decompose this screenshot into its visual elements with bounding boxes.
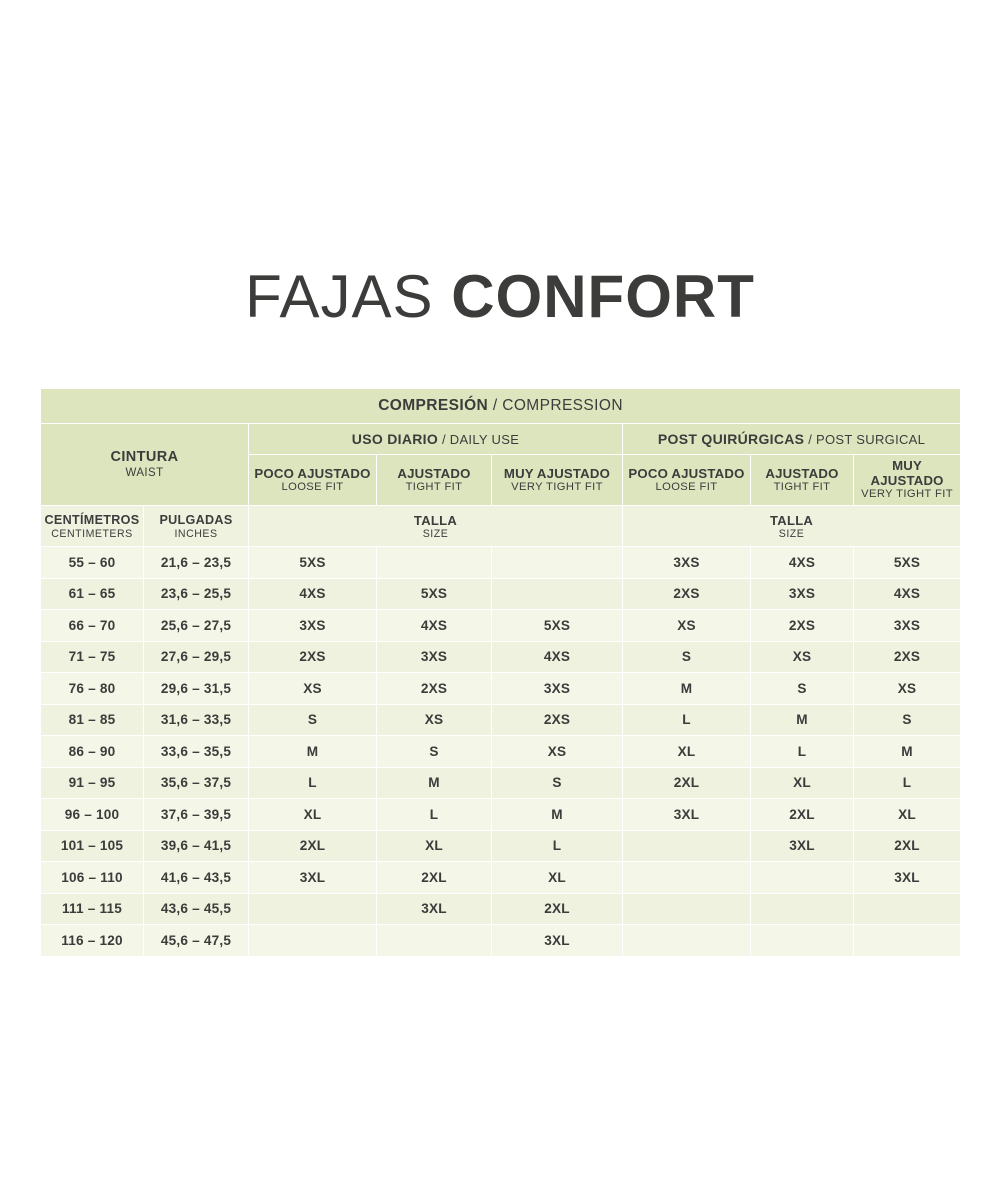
row-size-post-tight: XS (751, 641, 854, 673)
fit-post-loose-en: LOOSE FIT (655, 480, 718, 493)
fit-daily-very-tight-en: VERY TIGHT FIT (511, 480, 603, 493)
row-in: 27,6 – 29,5 (144, 641, 249, 673)
fit-post-very-tight-en: VERY TIGHT FIT (861, 488, 953, 500)
row-size-post-loose: XL (623, 736, 751, 768)
row-size-post-loose: M (623, 673, 751, 705)
group-header-daily-use (249, 424, 623, 455)
row-size-post-tight: XL (751, 767, 854, 799)
row-size-post-very-tight: L (854, 767, 961, 799)
row-in: 31,6 – 33,5 (144, 704, 249, 736)
row-size-post-loose: 3XL (623, 799, 751, 831)
row-cm: 106 – 110 (41, 862, 144, 894)
size-chart-table (40, 388, 961, 957)
row-cm: 81 – 85 (41, 704, 144, 736)
row-cm: 66 – 70 (41, 610, 144, 642)
group-header-row (41, 424, 961, 455)
table-row (41, 830, 961, 862)
table-row (41, 547, 961, 579)
row-size-post-loose: L (623, 704, 751, 736)
row-size-post-tight: M (751, 704, 854, 736)
row-size-daily-loose: S (249, 704, 377, 736)
row-in: 39,6 – 41,5 (144, 830, 249, 862)
row-size-daily-tight: 3XL (377, 893, 492, 925)
compression-label-en: / COMPRESSION (488, 397, 623, 414)
row-size-post-tight: 3XS (751, 578, 854, 610)
row-size-post-tight: S (751, 673, 854, 705)
row-size-daily-very-tight: L (492, 830, 623, 862)
row-size-post-tight (751, 925, 854, 957)
waist-label-es: CINTURA (110, 449, 179, 465)
row-size-daily-loose (249, 925, 377, 957)
group-post-en: / POST SURGICAL (804, 432, 926, 447)
row-size-daily-loose: 3XS (249, 610, 377, 642)
fit-post-loose-es: POCO AJUSTADO (628, 465, 745, 481)
row-size-post-tight: 2XS (751, 610, 854, 642)
row-size-daily-very-tight: 2XL (492, 893, 623, 925)
row-size-post-very-tight (854, 925, 961, 957)
table-row (41, 704, 961, 736)
compression-label-es: COMPRESIÓN (378, 397, 489, 414)
row-size-post-loose: 2XL (623, 767, 751, 799)
fit-header-post-loose (623, 455, 751, 506)
row-size-post-loose (623, 893, 751, 925)
table-row (41, 610, 961, 642)
size-header-post (623, 506, 961, 547)
row-size-daily-very-tight: XS (492, 736, 623, 768)
row-size-post-tight: 3XL (751, 830, 854, 862)
row-size-daily-loose: 3XL (249, 862, 377, 894)
fit-header-daily-very-tight (492, 455, 623, 506)
row-size-post-loose: S (623, 641, 751, 673)
row-size-post-very-tight: 5XS (854, 547, 961, 579)
row-size-post-loose (623, 862, 751, 894)
row-size-post-very-tight: XS (854, 673, 961, 705)
row-in: 33,6 – 35,5 (144, 736, 249, 768)
row-size-daily-very-tight: 3XS (492, 673, 623, 705)
row-size-daily-loose: L (249, 767, 377, 799)
row-size-post-tight: L (751, 736, 854, 768)
row-size-post-loose: 3XS (623, 547, 751, 579)
size-chart-table-wrapper (40, 388, 960, 957)
row-cm: 55 – 60 (41, 547, 144, 579)
row-size-daily-tight (377, 547, 492, 579)
fit-daily-loose-es: POCO AJUSTADO (254, 465, 371, 481)
fit-post-tight-en: TIGHT FIT (773, 480, 831, 493)
row-size-daily-loose (249, 893, 377, 925)
row-size-daily-loose: 5XS (249, 547, 377, 579)
page-title-part2: CONFORT (451, 263, 755, 330)
row-in: 21,6 – 23,5 (144, 547, 249, 579)
size-label-post-en: SIZE (778, 527, 805, 540)
row-size-daily-tight: 5XS (377, 578, 492, 610)
unit-cm-en: CENTIMETERS (51, 527, 133, 540)
size-label-post-es: TALLA (769, 512, 814, 528)
fit-daily-tight-en: TIGHT FIT (405, 480, 463, 493)
row-size-daily-very-tight: 2XS (492, 704, 623, 736)
row-in: 37,6 – 39,5 (144, 799, 249, 831)
fit-header-daily-loose (249, 455, 377, 506)
page-title (0, 262, 1000, 331)
table-row (41, 893, 961, 925)
row-size-daily-very-tight: 5XS (492, 610, 623, 642)
row-size-post-tight (751, 862, 854, 894)
row-size-daily-very-tight (492, 547, 623, 579)
row-in: 43,6 – 45,5 (144, 893, 249, 925)
units-row (41, 506, 961, 547)
unit-cm-es: CENTÍMETROS (44, 512, 140, 527)
table-row (41, 925, 961, 957)
row-cm: 71 – 75 (41, 641, 144, 673)
unit-in-es: PULGADAS (159, 512, 233, 527)
fit-post-very-tight-es: MUY AJUSTADO (870, 458, 944, 488)
row-size-daily-tight: M (377, 767, 492, 799)
row-size-daily-tight: 3XS (377, 641, 492, 673)
row-size-daily-tight: 4XS (377, 610, 492, 642)
row-size-post-loose: 2XS (623, 578, 751, 610)
group-daily-es: USO DIARIO (351, 431, 439, 447)
row-size-daily-loose: 4XS (249, 578, 377, 610)
table-row (41, 673, 961, 705)
fit-header-daily-tight (377, 455, 492, 506)
group-daily-en: / DAILY USE (438, 432, 520, 447)
row-size-post-very-tight: M (854, 736, 961, 768)
row-size-post-tight: 4XS (751, 547, 854, 579)
fit-header-post-very-tight (854, 455, 961, 506)
row-cm: 91 – 95 (41, 767, 144, 799)
size-label-daily-en: SIZE (422, 527, 449, 540)
compression-header-row (41, 389, 961, 424)
size-label-daily-es: TALLA (413, 512, 458, 528)
row-size-post-very-tight: S (854, 704, 961, 736)
row-size-daily-tight: S (377, 736, 492, 768)
row-size-daily-loose: M (249, 736, 377, 768)
table-row (41, 862, 961, 894)
row-size-daily-very-tight: XL (492, 862, 623, 894)
row-size-post-very-tight: 3XS (854, 610, 961, 642)
row-size-daily-tight: 2XS (377, 673, 492, 705)
row-size-daily-loose: 2XL (249, 830, 377, 862)
row-size-daily-tight: L (377, 799, 492, 831)
row-in: 23,6 – 25,5 (144, 578, 249, 610)
row-size-post-very-tight: 3XL (854, 862, 961, 894)
row-size-post-loose (623, 925, 751, 957)
row-cm: 101 – 105 (41, 830, 144, 862)
page-title-part1: FAJAS (245, 263, 452, 330)
row-size-post-tight (751, 893, 854, 925)
row-size-post-very-tight (854, 893, 961, 925)
row-in: 25,6 – 27,5 (144, 610, 249, 642)
compression-header-cell (41, 389, 961, 424)
row-size-daily-very-tight: M (492, 799, 623, 831)
unit-in-en: INCHES (174, 527, 218, 540)
row-size-daily-loose: XL (249, 799, 377, 831)
row-size-post-loose: XS (623, 610, 751, 642)
row-size-daily-very-tight: 3XL (492, 925, 623, 957)
row-size-post-very-tight: 2XS (854, 641, 961, 673)
group-header-post-surgical (623, 424, 961, 455)
table-row (41, 736, 961, 768)
row-cm: 116 – 120 (41, 925, 144, 957)
size-header-daily (249, 506, 623, 547)
row-cm: 61 – 65 (41, 578, 144, 610)
fit-daily-loose-en: LOOSE FIT (281, 480, 344, 493)
row-cm: 111 – 115 (41, 893, 144, 925)
row-size-daily-tight: 2XL (377, 862, 492, 894)
waist-label-en: WAIST (125, 467, 164, 479)
row-cm: 96 – 100 (41, 799, 144, 831)
row-size-daily-very-tight: S (492, 767, 623, 799)
row-size-post-very-tight: XL (854, 799, 961, 831)
fit-daily-tight-es: AJUSTADO (397, 465, 471, 481)
row-in: 41,6 – 43,5 (144, 862, 249, 894)
row-size-post-loose (623, 830, 751, 862)
row-size-daily-loose: 2XS (249, 641, 377, 673)
fit-header-post-tight (751, 455, 854, 506)
waist-header-cell (41, 424, 249, 506)
row-cm: 86 – 90 (41, 736, 144, 768)
row-in: 29,6 – 31,5 (144, 673, 249, 705)
row-size-daily-tight (377, 925, 492, 957)
row-size-daily-loose: XS (249, 673, 377, 705)
row-size-post-very-tight: 4XS (854, 578, 961, 610)
row-in: 45,6 – 47,5 (144, 925, 249, 957)
row-size-daily-very-tight: 4XS (492, 641, 623, 673)
fit-post-tight-es: AJUSTADO (765, 465, 839, 481)
row-in: 35,6 – 37,5 (144, 767, 249, 799)
group-post-es: POST QUIRÚRGICAS (657, 431, 805, 447)
table-row (41, 641, 961, 673)
fit-daily-very-tight-es: MUY AJUSTADO (503, 465, 611, 481)
row-cm: 76 – 80 (41, 673, 144, 705)
row-size-daily-very-tight (492, 578, 623, 610)
unit-header-centimeters (41, 506, 144, 547)
row-size-daily-tight: XS (377, 704, 492, 736)
table-row (41, 799, 961, 831)
row-size-post-very-tight: 2XL (854, 830, 961, 862)
row-size-post-tight: 2XL (751, 799, 854, 831)
table-row (41, 578, 961, 610)
table-row (41, 767, 961, 799)
unit-header-inches (144, 506, 249, 547)
row-size-daily-tight: XL (377, 830, 492, 862)
